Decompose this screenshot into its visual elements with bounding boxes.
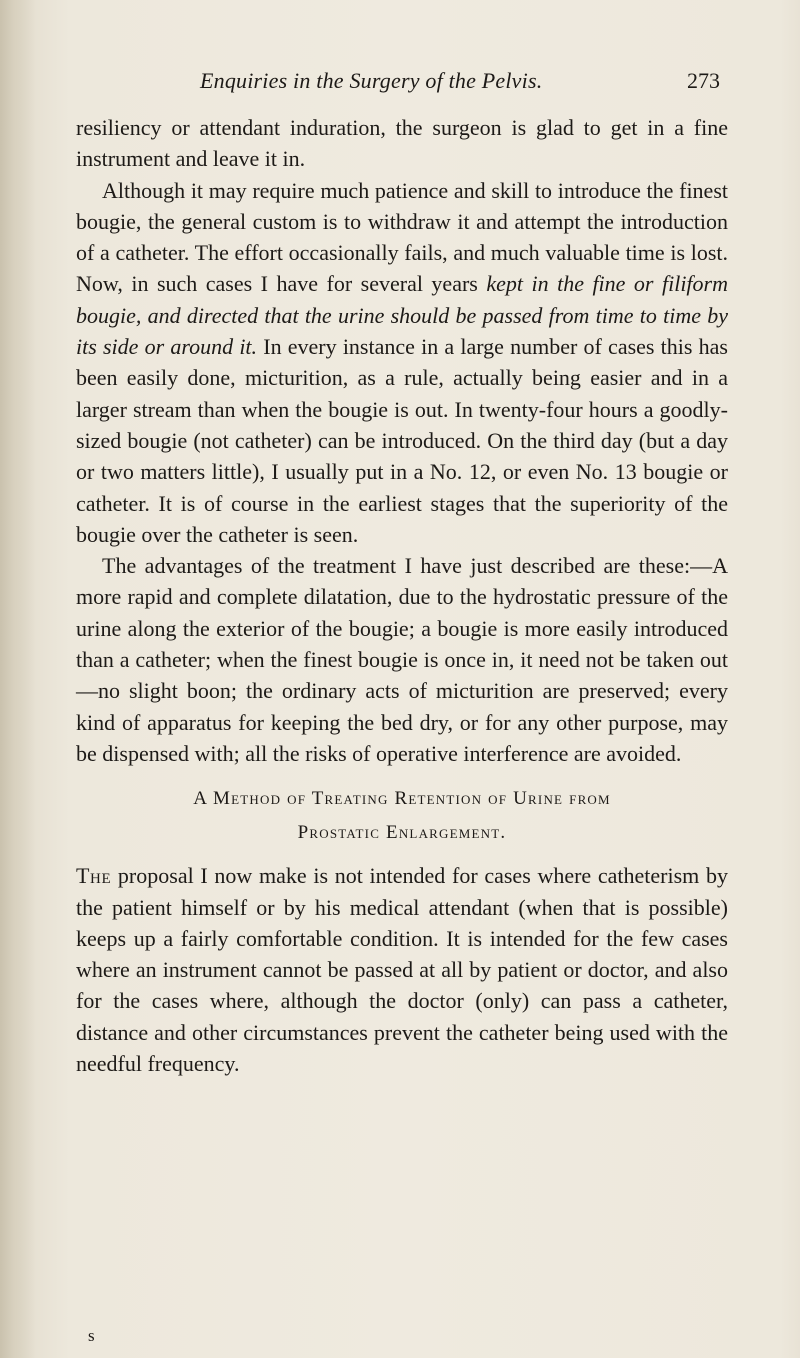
paragraph-2-italic: kept in the fine or filiform bougie, and directed that the urine should be passed from time to time by its side or around it. xyxy=(76,271,728,360)
page-number: 273 xyxy=(687,68,720,93)
running-head: Enquiries in the Surgery of the Pelvis. xyxy=(200,68,543,93)
paragraph-4 xyxy=(76,860,728,1079)
page-header xyxy=(200,68,720,98)
signature-mark: s xyxy=(88,1326,95,1345)
paragraph-4-lead: The xyxy=(76,863,112,889)
paragraph-3: The advantages of the treatment I have just described are these:—A more rapid and complete dilatation, due to the hydrostatic pressure of the urine along the exterior of the bougie; a bougie is more easily introduced than a catheter; when the finest bougie is once in, it need not be taken out—no slight boon; the ordinary acts of micturition are preserved; every kind of apparatus for keeping the bed dry, or for any other purpose, may be dispensed with; all the risks of operative interference are avoided. xyxy=(76,553,728,766)
section-heading-line-1: A Method of Treating Retention of Urine from xyxy=(193,788,611,810)
paragraph-1: resiliency or attendant induration, the surgeon is glad to get in a fine instrument and leave it in. xyxy=(76,115,728,172)
paragraph-4-rest: proposal I now make is not intended for cases where catheterism by the patient himself or by his medical attendant (when that is possible) keeps up a fairly comfortable condition. It is intended for the few cases where an instrument cannot be passed at all by patient or doctor, and also for the cases where, although the doctor (only) can pass a catheter, distance and other circumstances prevent the catheter being used with the needful frequency. xyxy=(76,863,728,1077)
page-spine-shadow xyxy=(0,0,36,1358)
section-heading-line-2: Prostatic Enlargement. xyxy=(297,822,507,844)
paragraph-2-part-a: Although it may require much patience and skill to introduce the finest bougie, the general custom is to withdraw it and attempt the introduction of a catheter. The effort occasionally fails, and much valuable time is lost. Now, in such cases I have for several years xyxy=(76,177,728,297)
section-heading xyxy=(76,782,728,850)
body-text xyxy=(76,112,728,1079)
paragraph-2-part-b: In every instance in a large number of cases this has been easily done, micturition, as a rule, actually being easier and in a larger stream than when the bougie is out. In twenty-four hours a goodly-sized bougie (not catheter) can be introduced. On the third day (but a day or two matters little), I usually put in a No. 12, or even No. 13 bougie or catheter. It is of course in the earliest stages that the superiority of the bougie over the catheter is seen. xyxy=(76,334,728,547)
paragraph-2 xyxy=(76,175,728,551)
